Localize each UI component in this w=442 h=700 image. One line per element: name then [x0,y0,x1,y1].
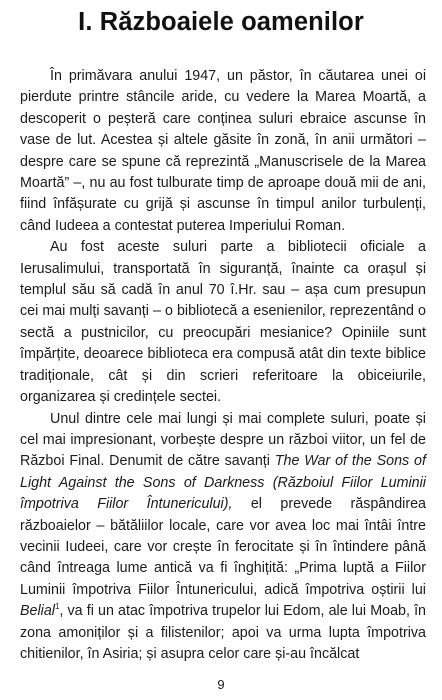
paragraph-3 [20,409,426,666]
body-text [20,66,426,665]
belial-italic: Belial [20,603,55,620]
page-number: 9 [217,677,225,692]
paragraph-3-text-end: , va fi un atac împotriva trupelor lui Edom, ale lui Moab, în zona amoniților și a filistenilor; apoi va urma lupta împotriva chitienilor, în Asiria; și asupra celor care și-au încălcat [20,603,426,662]
paragraph-2: Au fost aceste suluri parte a bibliotecii oficiale a Ierusalimului, transportată în siguranță, înainte ca orașul și templul său să cadă în anul 70 î.Hr. sau – așa cum presupun cei mai mulți savanți – o bibliotecă a esenienilor, reprezentând o sectă a pustnicilor, cu preocupări mesianice? Opiniile sunt împărțite, deoarece biblioteca era compusă atât din texte biblice tradiționale, cât și din scrieri referitoare la obiceiurile, organizarea și credințele sectei. [20,239,426,406]
paragraph-3-text-middle: el prevede răspândirea războaielor – bătăliilor locale, care vor avea loc mai întâi între vecinii Iudeei, care vor crește în ferocitate și în întindere până când întreaga lume antică va fi înghițită: „Prima luptă a Fiilor Luminii împotriva Fiilor Întunericului, adică împotriva oștirii lui [20,496,426,598]
paragraph-1: În primăvara anului 1947, un păstor, în căutarea unei oi pierdute printre stâncile aride, cu vedere la Marea Moartă, a descoperit o peșteră care conținea suluri ebraice ascunse în vase de lut. Acestea și altele găsite în zonă, în anii următori – despre care se spune că reprezintă „Manuscrisele de la Marea Moartă” –, nu au fost tulburate timp de aproape două mii de ani, fiind înfășurate cu grijă și ascunse în timpul anilor turbulenți, când Iudeea a contestat puterea Imperiului Roman. [20,68,426,234]
paragraph-3-text-start: Unul dintre cele mai lungi și mai complete suluri, poate și cel mai impresionant, vorbește despre un război viitor, un fel de Război Final. Denumit de către savanți [20,410,426,470]
chapter-title: I. Războaiele oamenilor [78,8,364,36]
book-title-italic: The War of the Sons of Light Against the Sons of Darkness (Războiul Fiilor Luminii împotriva Fiilor Întunericului), [20,453,426,513]
footnote-reference: 1 [54,602,60,612]
